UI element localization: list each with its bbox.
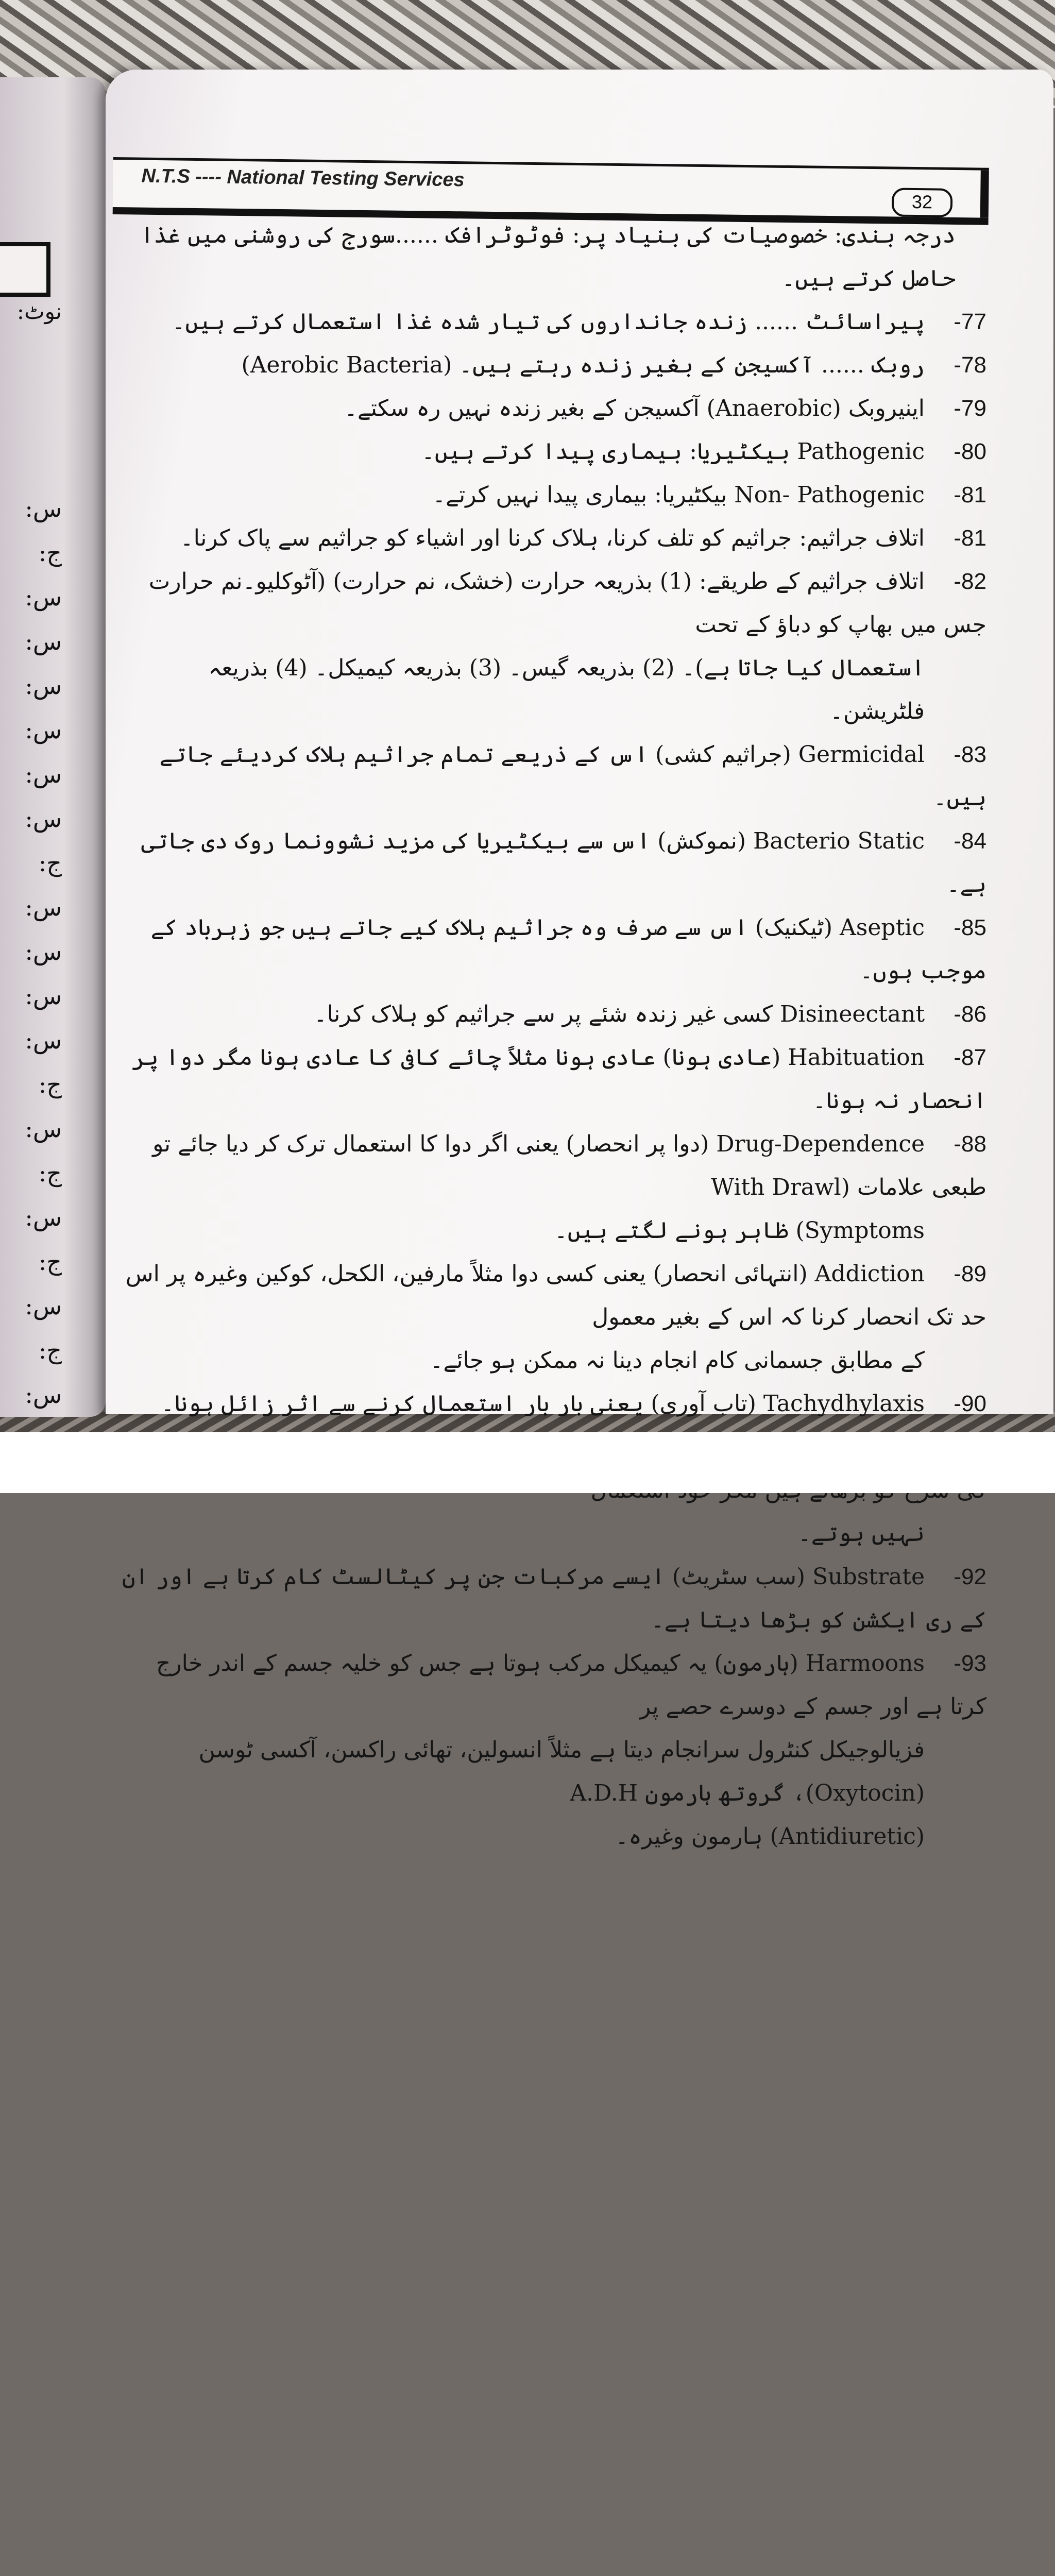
left-question-label: س: (25, 716, 62, 744)
document-line (121, 1642, 986, 1728)
left-question-label: س: (25, 495, 62, 522)
left-question-label: ج: (38, 1159, 62, 1187)
document-line (121, 1555, 986, 1642)
left-page-box (0, 242, 50, 297)
left-question-label: ج: (38, 1336, 62, 1364)
left-question-label: ج: (38, 1071, 62, 1098)
item-number: -79 (954, 396, 986, 421)
line-text: Germicidal (جراثیم کشی) اس کے ذریعے تمام جراثیم ہلاک کردیئے جاتے ہیں۔ (159, 741, 986, 811)
item-number: -77 (954, 309, 986, 334)
document-line (121, 387, 986, 430)
scanner-footer (0, 1432, 1055, 1493)
left-question-label: س: (25, 628, 62, 655)
item-number: -81 (954, 482, 986, 507)
document-line (121, 300, 986, 344)
line-text: Symptoms) ظاہر ہونے لگتے ہیں۔ (554, 1217, 925, 1244)
header-title: N.T.S ---- National Testing Services (141, 165, 465, 191)
item-number: -93 (954, 1651, 986, 1676)
item-number: -84 (954, 828, 986, 854)
document-line (121, 1339, 986, 1382)
document-line (121, 430, 986, 473)
left-question-label: س: (25, 893, 62, 921)
item-number: -78 (954, 352, 986, 378)
document-line (121, 344, 986, 387)
document-line (121, 1382, 986, 1426)
left-question-label: س: (25, 938, 62, 965)
left-question-label: س: (25, 1204, 62, 1231)
header-right-bar (980, 171, 989, 218)
document-line (121, 1209, 986, 1252)
line-text: Addiction (انتہائی انحصار) یعنی کسی دوا مثلاً مارفین، الکحل، کوکین وغیرہ پر اس حد تک انحصار کرنا کہ اس کے بغیر معمول (125, 1261, 986, 1330)
book-page (106, 70, 1053, 1850)
item-number: -90 (954, 1391, 986, 1416)
left-question-label: س: (25, 1292, 62, 1320)
line-text: Habituation (عادی ہونا) عادی ہونا مثلاً چائے کافی کا عادی ہونا مگر دوا پر انحصار نہ ہونا۔ (132, 1044, 986, 1114)
document-line (121, 214, 986, 300)
line-text: نہیں ہوتے۔ (797, 1520, 925, 1547)
line-text: Bacterio Static (نموکش) اس سے بیکٹیریا کی مزید نشوونما روک دی جاتی ہے۔ (141, 828, 986, 897)
item-number: -81 (954, 526, 986, 551)
line-text: اتلاف جراثیم کے طریقے: (1) بذریعہ حرارت (خشک، نم حرارت) (آٹوکلیو۔نم حرارت جس میں بھاپ کو دباؤ کے تحت (148, 568, 986, 638)
line-text: Substrate (سب سٹریٹ) ایسے مرکبات جن پر کیٹالسٹ کام کرتا ہے اور ان کے ری ایکشن کو بڑھا دیتا ہے۔ (122, 1564, 986, 1633)
line-text: اینیروبک (Anaerobic) آکسیجن کے بغیر زندہ نہیں رہ سکتے۔ (344, 395, 925, 421)
item-number: -83 (954, 742, 986, 767)
left-question-label: ج: (38, 1248, 62, 1276)
left-question-label: س: (25, 583, 62, 611)
left-question-label: ج: (38, 539, 62, 567)
line-text: درجہ بندی: خصوصیات کی بنیاد پر: فوٹوٹرافک ......سورج کی روشنی میں غذا حاصل کرتے ہیں۔ (140, 222, 956, 292)
left-page-edge (0, 77, 106, 1417)
item-number: -92 (954, 1564, 986, 1589)
left-question-label: س: (25, 760, 62, 788)
document-line (121, 820, 986, 906)
item-number: -88 (954, 1131, 986, 1157)
left-question-label: س: (25, 672, 62, 700)
left-question-label: س: (25, 1026, 62, 1054)
line-text: Aseptic (ٹیکنیک) اس سے صرف وہ جراثیم ہلاک کیے جاتے ہیں جو زہرباد کے موجب ہوں۔ (150, 914, 986, 984)
document-line (121, 1123, 986, 1209)
document-line (121, 906, 986, 993)
left-question-label: س: (25, 1115, 62, 1143)
left-question-label: س: (25, 805, 62, 833)
document-line (121, 1728, 986, 1815)
line-text: Harmoons (ہارمون) یہ کیمیکل مرکب ہوتا ہے جس کو خلیہ جسم کے اندر خارج کرتا ہے اور جسم کے دوسرے حصے پر (156, 1650, 986, 1720)
line-text: Disineectant کسی غیر زندہ شئے پر سے جراثیم کو ہلاک کرنا۔ (313, 1001, 925, 1027)
line-text: (Antidiuretic) ہارمون وغیرہ۔ (615, 1823, 925, 1850)
line-text: Tachydhylaxis (تاب آوری) یعنی بار بار استعمال کرنے سے اثر زائل ہونا۔ (161, 1391, 925, 1417)
line-text: استعمال کیا جاتا ہے)۔ (2) بذریعہ گیس۔ (3) بذریعہ کیمیکل۔ (4) بذریعہ فلٹریشن۔ (208, 655, 925, 724)
item-number: -82 (954, 569, 986, 594)
line-text: کے مطابق جسمانی کام انجام دینا نہ ممکن ہو جائے۔ (430, 1347, 925, 1374)
item-number: -87 (954, 1045, 986, 1070)
document-line (121, 517, 986, 560)
item-number: -80 (954, 439, 986, 464)
line-text: Pathogenic بیکٹیریا: بیماری پیدا کرتے ہیں۔ (421, 438, 925, 465)
document-line (121, 473, 986, 517)
item-number: -85 (954, 915, 986, 940)
line-text: اتلاف جراثیم: جراثیم کو تلف کرنا، ہلاک کرنا اور اشیاء کو جراثیم سے پاک کرنا۔ (180, 525, 925, 551)
left-question-label: ج: (38, 849, 62, 877)
document-line (121, 560, 986, 647)
left-note-label: نوٹ: (16, 299, 62, 324)
item-number: -89 (954, 1261, 986, 1286)
line-text: پیراسائٹ ...... زندہ جانداروں کی تیار شدہ غذا استعمال کرتے ہیں۔ (172, 309, 925, 335)
left-page-labels (5, 299, 62, 1425)
left-question-label: س: (25, 1381, 62, 1409)
item-number: -86 (954, 1002, 986, 1027)
document-line (121, 1815, 986, 1858)
left-question-label: س: (25, 982, 62, 1010)
document-line (121, 1036, 986, 1123)
document-line (121, 993, 986, 1036)
line-text: Non- Pathogenic بیکٹیریا: بیماری پیدا نہیں کرتے۔ (432, 482, 925, 508)
page-number: 32 (892, 188, 953, 217)
line-text: Drug-Dependence (دوا پر انحصار) یعنی اگر دوا کا استعمال ترک کر دیا جائے تو طبعی علامات (With Drawl (152, 1131, 986, 1200)
document-line (121, 647, 986, 733)
page-content (121, 214, 986, 1858)
line-text: روبک ...... آکسیجن کے بغیر زندہ رہتے ہیں۔ (Aerobic Bacteria) (241, 352, 925, 378)
document-line (121, 1252, 986, 1339)
document-line (121, 1512, 986, 1555)
line-text: فزیالوجیکل کنٹرول سرانجام دیتا ہے مثلاً انسولین، تھائی راکسن، آکسی ٹوسن (Oxytocin)، گروتھ ہارمون A.D.H (198, 1737, 925, 1806)
document-line (121, 733, 986, 820)
